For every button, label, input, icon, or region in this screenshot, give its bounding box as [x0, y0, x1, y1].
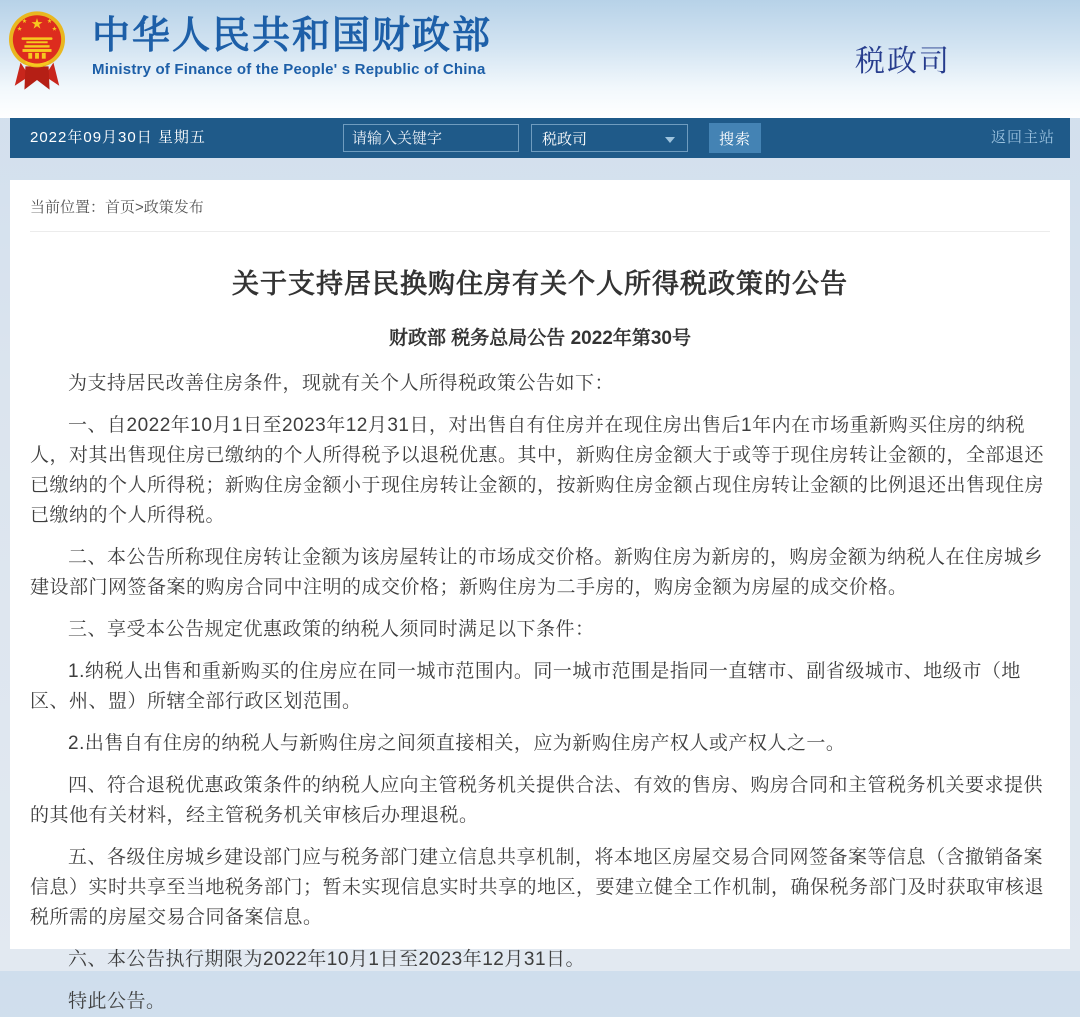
article-paragraph: 四、符合退税优惠政策条件的纳税人应向主管税务机关提供合法、有效的售房、购房合同和主管税务机关要求提供的其他有关材料，经主管税务机关审核后办理退税。 — [30, 775, 1044, 826]
article-body — [30, 369, 1050, 1017]
article-paragraph: 五、各级住房城乡建设部门应与税务部门建立信息共享机制，将本地区房屋交易合同网签备案等信息（含撤销备案信息）实时共享至当地税务部门；暂未实现信息实时共享的地区，要建立健全工作机制，确保税务部门及时获取审核退税所需的房屋交易合同备案信息。 — [30, 847, 1045, 928]
department-title: 税政司 — [855, 45, 951, 78]
article-paragraph: 为支持居民改善住房条件，现就有关个人所得税政策公告如下： — [68, 373, 615, 394]
breadcrumb-label: 当前位置： — [30, 199, 106, 216]
article-paragraph: 六、本公告执行期限为2022年10月1日至2023年12月31日。 — [68, 949, 586, 970]
article-paragraph: 特此公告。 — [68, 991, 166, 1012]
search-button[interactable]: 搜索 — [709, 123, 761, 153]
breadcrumb-separator: > — [135, 199, 144, 216]
breadcrumb — [30, 180, 1050, 232]
site-title-cn: 中华人民共和国财政部 — [92, 15, 493, 57]
search-input[interactable] — [343, 124, 519, 152]
breadcrumb-section-link[interactable]: 政策发布 — [143, 199, 204, 216]
site-title-en: Ministry of Finance of the People' s Republic of China — [92, 61, 486, 78]
content-panel — [10, 180, 1070, 1012]
national-emblem-icon — [8, 8, 66, 92]
article-paragraph: 二、本公告所称现住房转让金额为该房屋转让的市场成交价格。新购住房为新房的，购房金额为纳税人在住房城乡建设部门网签备案的购房合同中注明的成交价格；新购住房为二手房的，购房金额为房屋的成交价格。 — [30, 547, 1044, 598]
current-date: 2022年09月30日 星期五 — [30, 129, 206, 146]
site-title-block — [92, 13, 492, 78]
chevron-down-icon — [665, 137, 675, 143]
back-to-main-link[interactable]: 返回主站 — [990, 129, 1055, 146]
article-paragraph: 一、自2022年10月1日至2023年12月31日，对出售自有住房并在现住房出售后1年内在市场重新购买住房的纳税人，对其出售现住房已缴纳的个人所得税予以退税优惠。其中，新购住房金额大于或等于现住房转让金额的，全部退还已缴纳的个人所得税；新购住房金额小于现住房转让金额的，按新购住房金额占现住房转让金额的比例退还出售现住房已缴纳的个人所得税。 — [30, 415, 1045, 526]
search-scope-select[interactable] — [531, 124, 688, 152]
article-paragraph: 1.纳税人出售和重新购买的住房应在同一城市范围内。同一城市范围是指同一直辖市、副省级城市、地级市（地区、州、盟）所辖全部行政区划范围。 — [30, 661, 1021, 712]
search-scope-value: 税政司 — [542, 130, 588, 148]
article-title: 关于支持居民换购住房有关个人所得税政策的公告 — [232, 269, 848, 299]
breadcrumb-home-link[interactable]: 首页 — [105, 199, 136, 216]
site-banner — [0, 0, 1080, 118]
article-subtitle: 财政部 税务总局公告 2022年第30号 — [389, 328, 691, 349]
article-paragraph: 三、享受本公告规定优惠政策的纳税人须同时满足以下条件： — [68, 619, 595, 640]
top-navbar — [10, 118, 1070, 158]
article-paragraph: 2.出售自有住房的纳税人与新购住房之间须直接相关，应为新购住房产权人或产权人之一。 — [68, 733, 846, 754]
